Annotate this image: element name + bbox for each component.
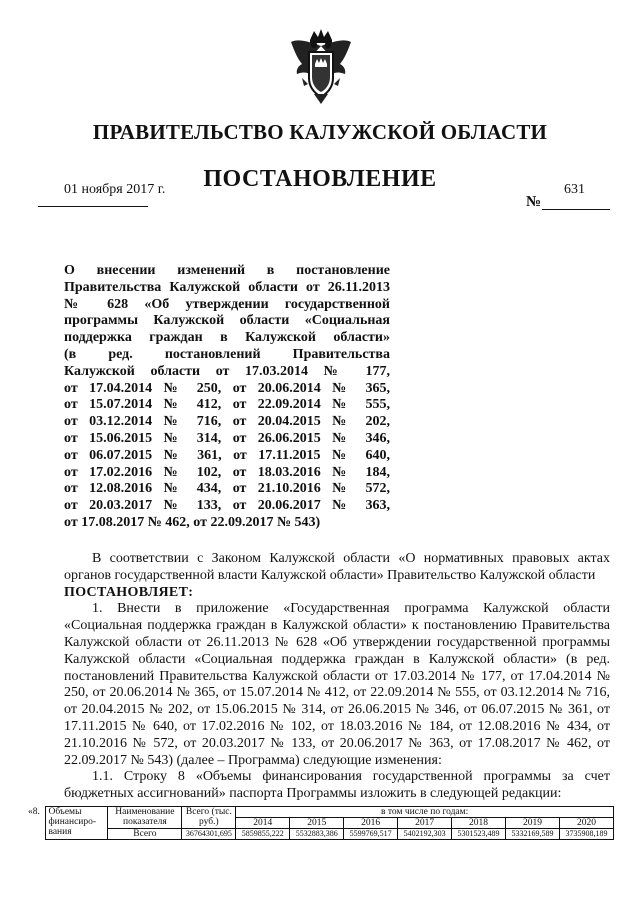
year-value: 5332169,589: [506, 829, 560, 840]
number-sign: №: [526, 194, 542, 210]
table-row: [26, 829, 614, 840]
subject-line: от 20.03.2017 № 133, от 20.06.2017 № 363,: [64, 498, 390, 514]
subject-line: от 15.07.2014 № 412, от 22.09.2014 № 555,: [64, 397, 390, 413]
subject-line: от 17.02.2016 № 102, от 18.03.2016 № 184,: [64, 464, 390, 480]
coat-of-arms-icon: [288, 28, 354, 106]
government-title: ПРАВИТЕЛЬСТВО КАЛУЖСКОЙ ОБЛАСТИ: [92, 120, 548, 144]
item-1-1-paragraph: 1.1. Строку 8 «Объемы финансирования государственной программы за счет бюджетных ассигнований» паспорта Программы изложить в следующей редакции:: [64, 769, 610, 802]
row-name: Всего: [108, 829, 182, 840]
subject-line: от 06.07.2015 № 361, от 17.11.2015 № 640,: [64, 447, 390, 463]
year-value: 5301523,489: [452, 829, 506, 840]
year-value: 5402192,303: [398, 829, 452, 840]
coat-of-arms-emblem: [288, 28, 354, 106]
row-total-value: 36764301,695: [182, 829, 236, 840]
document-subject: [64, 263, 390, 532]
subject-line: Правительства Калужской области от 26.11.2013: [64, 279, 390, 295]
subject-line: от 17.04.2014 № 250, от 20.06.2014 № 365,: [64, 380, 390, 396]
year-header: 2019: [506, 818, 560, 829]
item-1-paragraph: 1. Внести в приложение «Государственная программа Калужской области «Социальная поддержка граждан в Калужской области» к постановлению Правительства Калужской области от 26.11.2013 № 628 «Об утверждении государственной программы Калужской области «Социальная поддержка граждан в Калужской области» (в ред. постановлений Правительства Калужской области от 17.03.2014 № 177, от 17.04.2014 № 250, от 20.06.2014 № 365, от 15.07.2014 № 412, от 22.09.2014 № 555, от 03.12.2014 № 716, от 20.04.2015 № 202, от 15.06.2015 № 314, от 26.06.2015 № 346, от 06.07.2015 № 361, от 17.11.2015 № 640, от 17.02.2016 № 102, от 18.03.2016 № 184, от 12.08.2016 № 434, от 21.10.2016 № 572, от 20.03.2017 № 133, от 20.06.2017 № 363, от 17.08.2017 № 462, от 22.09.2017 № 543) (далее – Программа) следующие изменения:: [64, 601, 610, 768]
subject-line: № 628 «Об утверждении государственной: [64, 296, 390, 312]
subject-line: (в ред. постановлений Правительства: [64, 346, 390, 362]
preamble-text: В соответствии с Законом Калужской области «О нормативных правовых актах органов государственной власти Калужской области» Правительство Калужской области: [64, 551, 610, 583]
col-indicator-header: Наименование показателя: [108, 807, 182, 829]
date-underline: [38, 206, 148, 207]
row-marker: «8.: [26, 807, 46, 840]
table-header-row: [26, 807, 614, 818]
year-value: 5599769,517: [344, 829, 398, 840]
subject-line: от 15.06.2015 № 314, от 26.06.2015 № 346,: [64, 430, 390, 446]
number-underline: [542, 209, 610, 210]
preamble-paragraph: [64, 551, 610, 601]
document-body: [64, 551, 610, 803]
subject-line: от 17.08.2017 № 462, от 22.09.2017 № 543): [64, 514, 321, 530]
year-header: 2016: [344, 818, 398, 829]
year-header: 2018: [452, 818, 506, 829]
subject-line: от 03.12.2014 № 716, от 20.04.2015 № 202,: [64, 414, 390, 430]
subject-line: поддержка граждан в Калужской области»: [64, 330, 390, 346]
years-header: в том числе по годам:: [236, 807, 614, 818]
year-header: 2015: [290, 818, 344, 829]
year-header: 2017: [398, 818, 452, 829]
financing-table: [26, 806, 614, 840]
document-date: 01 ноября 2017 г.: [64, 182, 166, 197]
subject-line: О внесении изменений в постановление: [64, 263, 390, 278]
row-label: Объемы финансиро-вания: [46, 807, 108, 840]
year-header: 2014: [236, 818, 290, 829]
year-value: 5859855,222: [236, 829, 290, 840]
year-value: 3735908,189: [559, 829, 613, 840]
year-value: 5532883,386: [290, 829, 344, 840]
resolves-heading: ПОСТАНОВЛЯЕТ:: [64, 584, 194, 600]
year-header: 2020: [559, 818, 613, 829]
document-number: 631: [564, 182, 585, 197]
subject-line: программы Калужской области «Социальная: [64, 313, 390, 329]
col-total-header: Всего (тыс. руб.): [182, 807, 236, 829]
subject-line: от 12.08.2016 № 434, от 21.10.2016 № 572,: [64, 481, 390, 497]
document-type-title: ПОСТАНОВЛЕНИЕ: [203, 166, 437, 192]
subject-line: Калужской области от 17.03.2014 № 177,: [64, 363, 390, 379]
